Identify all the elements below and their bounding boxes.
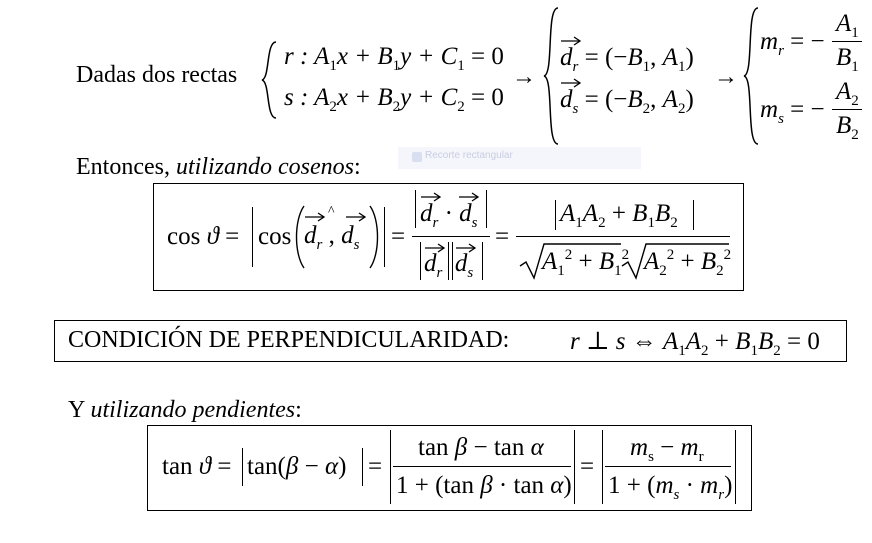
arrow-to-directions: → (512, 64, 536, 90)
vector-fracline (412, 236, 490, 237)
tan-numerator: tan β − tan α (418, 434, 544, 461)
dot-product: $d_r \cdot d_s$ (420, 200, 478, 231)
perpendicular-formula: r ⊥ s ⇔ $A_1A_2 + B_1B_2 = 0$ (570, 328, 820, 359)
vector-arrow-icon (304, 212, 326, 222)
sqrt-content-2: $A_2^2 + B_2^2$ (644, 247, 732, 279)
cos-arguments: $d_r$ , $d_s$ (304, 222, 360, 253)
cosines-intro: Entonces, utilizando cosenos: (76, 154, 361, 180)
tan-denominator: 1 + (tan β · tan α) (396, 472, 572, 499)
slope-r-den: $B_1$ (836, 44, 859, 75)
sqrt-content-1: $A_1^2 + B_1^2$ (542, 247, 630, 279)
slope-s-lhs: $m_s$ = − (760, 96, 825, 127)
equals-4: = (580, 453, 595, 480)
vector-arrow-icon (345, 212, 367, 222)
slope-s-den: $B_2$ (836, 112, 859, 143)
left-brace-slopes (740, 6, 764, 146)
equals-2: = (495, 223, 510, 250)
perpendicular-label: CONDICIÓN DE PERPENDICULARIDAD: (68, 327, 510, 353)
tan-fracline (393, 466, 571, 467)
cos-angle-hat: ^ (328, 204, 335, 219)
tan-difference: tan(β − α) (247, 453, 347, 480)
slope-r-fracline (832, 41, 862, 42)
cos-lhs: cos ϑ = (167, 223, 240, 250)
cos-function: cos (258, 223, 292, 250)
watermark-text: Recorte rectangular (425, 150, 513, 161)
direction-vector-r: $d_r = (-B_1$, $A_1$) (560, 44, 694, 75)
slope-r-lhs: $m_r$ = − (760, 28, 825, 59)
slopes-intro: Y utilizando pendientes: (68, 397, 302, 423)
left-brace-lines (258, 40, 282, 120)
paren-right (368, 204, 382, 270)
left-brace-directions (540, 6, 564, 146)
slope-s-num: $A_2$ (836, 78, 859, 109)
vector-norms: $d_r$ $d_s$ (424, 250, 474, 281)
slope-fracline (605, 466, 731, 467)
given-intro: Dadas dos rectas (76, 62, 238, 88)
watermark-icon (412, 152, 422, 162)
cos-result-fracline (516, 236, 730, 237)
slope-s-fracline (832, 109, 862, 110)
slope-numerator: $m_s - m_r$ (630, 434, 704, 465)
slope-r-num: $A_1$ (836, 10, 859, 41)
equals-1: = (391, 223, 406, 250)
line-s-equation: s : $A_2x + B_2y + C_2 = 0$ (284, 84, 504, 115)
direction-vector-s: $d_s = (-B_2$, $A_2$) (560, 86, 694, 117)
arrow-to-slopes: → (714, 64, 738, 90)
tan-lhs: tan ϑ = (162, 453, 232, 480)
line-r-equation: r : $A_1x + B_1y + C_1 = 0$ (284, 43, 504, 74)
slope-denominator: $1 + (m_s \cdot m_r)$ (608, 472, 733, 503)
equals-3: = (368, 453, 383, 480)
cos-result-numerator: $A_1A_2 + B_1B_2$ (560, 200, 678, 231)
